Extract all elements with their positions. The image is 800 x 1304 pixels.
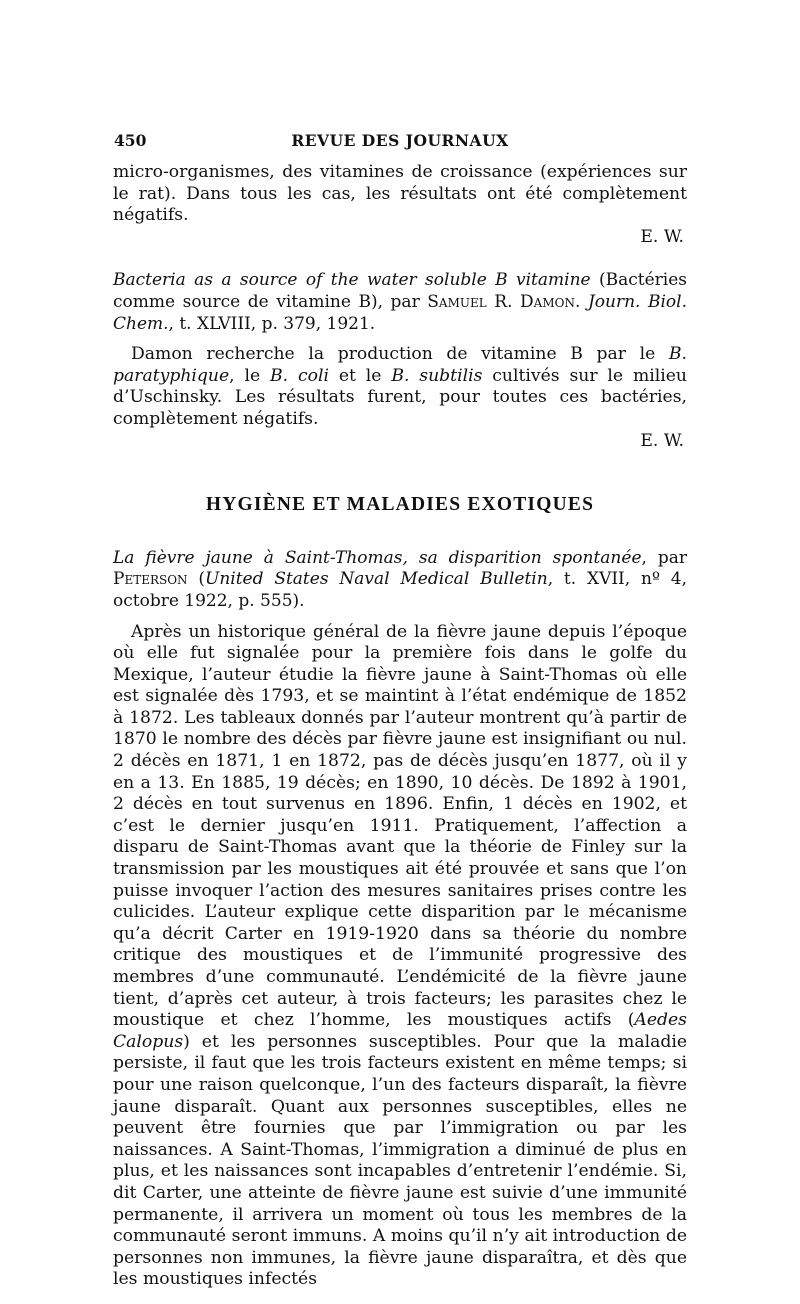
article-author: Peterson xyxy=(113,569,188,590)
journal-page xyxy=(113,130,687,1291)
section-heading: HYGIÈNE ET MALADIES EXOTIQUES xyxy=(205,494,595,516)
article-author: Samuel R. Damon xyxy=(427,291,575,312)
running-header xyxy=(113,130,687,154)
review-continuation: micro-organismes, des vitamines de croissance (expériences sur le rat). Dans tous les cas, les résultats ont été complètement négatifs. xyxy=(113,162,687,226)
running-title: REVUE DES JOURNAUX xyxy=(291,131,509,150)
article-citation: La fièvre jaune à Saint-Thomas, sa disparition spontanée, par Peterson (United States Naval Medical Bulletin, t. XVII, nº 4, octobre 1922, p. 555). xyxy=(113,547,688,611)
article-citation: Bacteria as a source of the water soluble B vitamine (Bactéries comme source de vitamine B), par Samuel R. Damon. Journ. Biol. Chem., t. XLVIII, p. 379, 1921. xyxy=(113,270,688,334)
page-number: 450 xyxy=(114,131,147,150)
article-title: Bacteria as a source of the water soluble B vitamine xyxy=(113,270,591,291)
journal-name: Journ. Biol. Chem. xyxy=(113,291,688,334)
reviewer-signature: E. W. xyxy=(640,226,684,247)
journal-name: United States Naval Medical Bulletin xyxy=(205,569,548,590)
species-name: Aedes Calopus xyxy=(113,1010,687,1052)
review-body: Damon recherche la production de vitamine B par le B. paratyphique, le B. coli et le B. subtilis cultivés sur le milieu d’Uschinsky. Les résultats furent, pour toutes ces bactéries, complètement négatifs. xyxy=(113,344,687,429)
article-title: La fièvre jaune à Saint-Thomas, sa disparition spontanée xyxy=(113,547,642,568)
review-body: Après un historique général de la fièvre jaune depuis l’époque où elle fut signalée pour la première fois dans le golfe du Mexique, l’auteur étudie la fièvre jaune à Saint-Thomas où elle est signalée dès 1793, et se maintint à l’état endémique de 1852 à 1872. Les tableaux donnés par l’auteur montrent qu’à partir de 1870 le nombre des décès par fièvre jaune est insignifiant ou nul. 2 décès en 1871, 1 en 1872, pas de décès jusqu’en 1877, où il y en a 13. En 1885, 19 décès; en 1890, 10 décès. De 1892 à 1901, 2 décès en tout survenus en 1896. Enfin, 1 décès en 1902, et c’est le dernier jusqu’en 1911. Pratiquement, l’affection a disparu de Saint-Thomas avant que la théorie de Finley sur la transmission par les moustiques ait été prouvée et sans que l’on puisse invoquer l’action des mesures sanitaires prises contre les culicides. L’auteur explique cette disparition par le mécanisme qu’a décrit Carter en 1919-1920 dans sa théorie du nombre critique des moustiques et de l’immunité progressive des membres d’une communauté. L’endémicité de la fièvre jaune tient, d’après cet auteur, à trois facteurs; les parasites chez le moustique et chez l’homme, les moustiques actifs (Aedes Calopus) et les personnes susceptibles. Pour que la maladie persiste, il faut que les trois facteurs existent en même temps; si pour une raison quelconque, l’un des facteurs disparaît, la fièvre jaune disparaît. Quant aux personnes susceptibles, elles ne peuvent être fournies que par l’immigration ou par les naissances. A Saint-Thomas, l’immigration a diminué de plus en plus, et les naissances sont incapables d’entretenir l’endémie. Si, dit Carter, une atteinte de fièvre jaune est suivie d’une immunité permanente, il arrivera un moment où tous les membres de la communauté seront immuns. A moins qu’il n’y ait introduction de personnes non immunes, la fièvre jaune disparaîtra, et dès que les moustiques infectés xyxy=(113,621,687,1290)
reviewer-signature: E. W. xyxy=(640,430,684,451)
